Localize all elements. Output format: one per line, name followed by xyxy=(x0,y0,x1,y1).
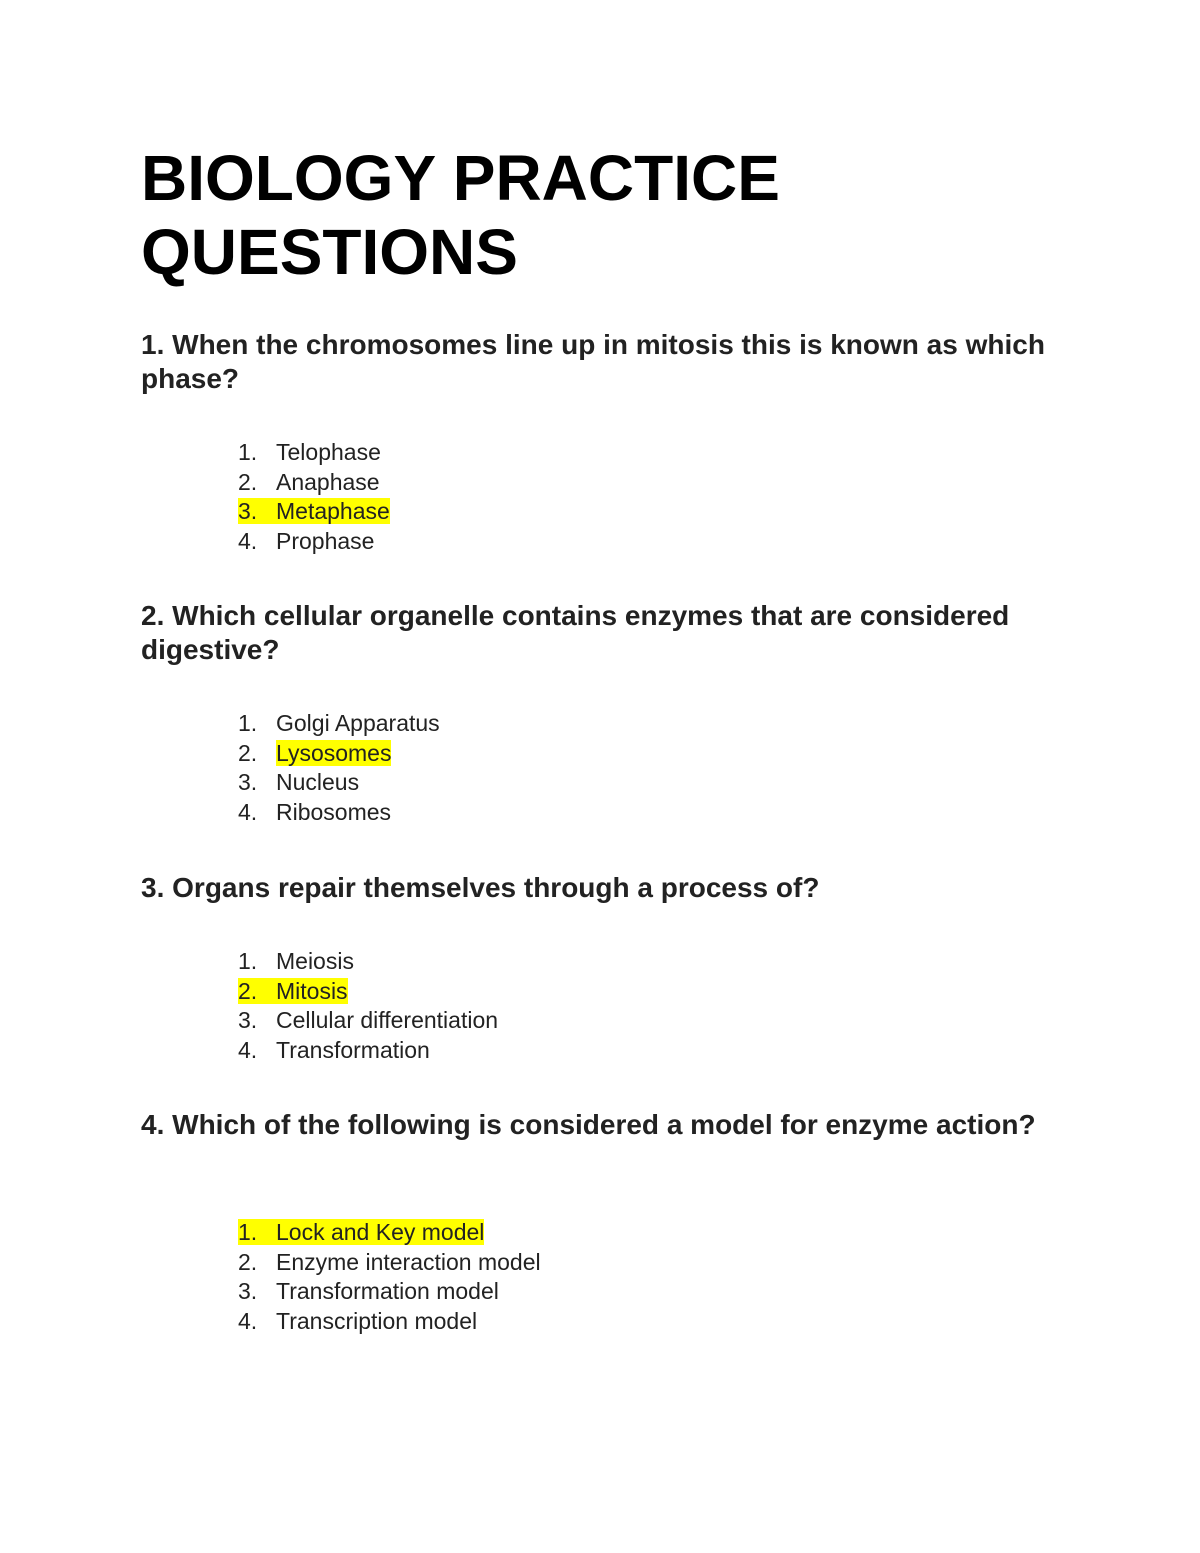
option-label: Telophase xyxy=(276,439,381,465)
question-number: 2. xyxy=(141,600,165,631)
option-number: 1. xyxy=(238,948,258,974)
option-label: Prophase xyxy=(276,527,375,554)
option-number: 1. xyxy=(238,710,258,736)
option-number: 4. xyxy=(238,527,258,554)
option-number: 3. xyxy=(238,498,258,524)
answer-highlight: Lysosomes xyxy=(276,739,392,766)
options-list-2 xyxy=(238,709,440,827)
option-item xyxy=(238,768,440,798)
question-number: 3. xyxy=(141,872,165,903)
option-item xyxy=(238,947,498,977)
question-2 xyxy=(141,599,1081,667)
option-item xyxy=(238,1307,541,1337)
option-label: Enzyme interaction model xyxy=(276,1248,541,1275)
option-item xyxy=(238,438,390,468)
option-item-highlighted xyxy=(238,497,390,527)
title-line-2: QUESTIONS xyxy=(141,216,518,288)
option-item xyxy=(238,527,390,557)
answer-highlight xyxy=(238,1219,484,1245)
option-label: Cellular differentiation xyxy=(276,1007,499,1033)
option-number: 3. xyxy=(238,769,258,795)
option-number: 3. xyxy=(238,1278,258,1304)
option-item-highlighted xyxy=(238,1218,541,1248)
option-label: Anaphase xyxy=(276,468,380,495)
answer-highlight xyxy=(238,978,348,1004)
option-item xyxy=(238,1006,498,1036)
option-number: 4. xyxy=(238,798,258,825)
option-label: Mitosis xyxy=(276,977,348,1004)
option-item xyxy=(238,798,440,828)
option-label: Meiosis xyxy=(276,948,354,974)
title-line-1: BIOLOGY PRACTICE xyxy=(141,142,780,214)
option-number: 2. xyxy=(238,977,258,1004)
option-number: 4. xyxy=(238,1307,258,1334)
option-item xyxy=(238,1248,541,1278)
page-title xyxy=(141,141,1041,289)
option-item-highlighted xyxy=(238,739,440,769)
question-number: 4. xyxy=(141,1109,165,1140)
option-number: 2. xyxy=(238,1248,258,1275)
question-4 xyxy=(141,1108,1081,1142)
option-label: Transcription model xyxy=(276,1307,478,1334)
option-item xyxy=(238,1036,498,1066)
question-text: Organs repair themselves through a process of? xyxy=(172,872,820,903)
option-number: 2. xyxy=(238,739,258,766)
option-label: Nucleus xyxy=(276,769,360,795)
option-number: 3. xyxy=(238,1007,258,1033)
option-number: 1. xyxy=(238,1219,258,1245)
option-item-highlighted xyxy=(238,977,498,1007)
option-item xyxy=(238,1277,541,1307)
question-text: When the chromosomes line up in mitosis this is known as which phase? xyxy=(141,329,1045,394)
option-label: Golgi Apparatus xyxy=(276,710,440,736)
question-text: Which of the following is considered a model for enzyme action? xyxy=(172,1109,1036,1140)
option-item xyxy=(238,709,440,739)
question-text: Which cellular organelle contains enzymes that are considered digestive? xyxy=(141,600,1010,665)
options-list-1 xyxy=(238,438,390,556)
question-3 xyxy=(141,871,1081,905)
options-list-4 xyxy=(238,1218,541,1336)
option-label: Transformation model xyxy=(276,1278,499,1304)
option-label: Transformation xyxy=(276,1036,430,1063)
option-number: 1. xyxy=(238,439,258,465)
question-number: 1. xyxy=(141,329,165,360)
question-1 xyxy=(141,328,1081,396)
option-label: Lock and Key model xyxy=(276,1219,485,1245)
answer-highlight xyxy=(238,498,390,524)
option-number: 2. xyxy=(238,468,258,495)
options-list-3 xyxy=(238,947,498,1065)
option-label: Metaphase xyxy=(276,498,390,524)
option-label: Ribosomes xyxy=(276,798,392,825)
option-number: 4. xyxy=(238,1036,258,1063)
option-item xyxy=(238,468,390,498)
